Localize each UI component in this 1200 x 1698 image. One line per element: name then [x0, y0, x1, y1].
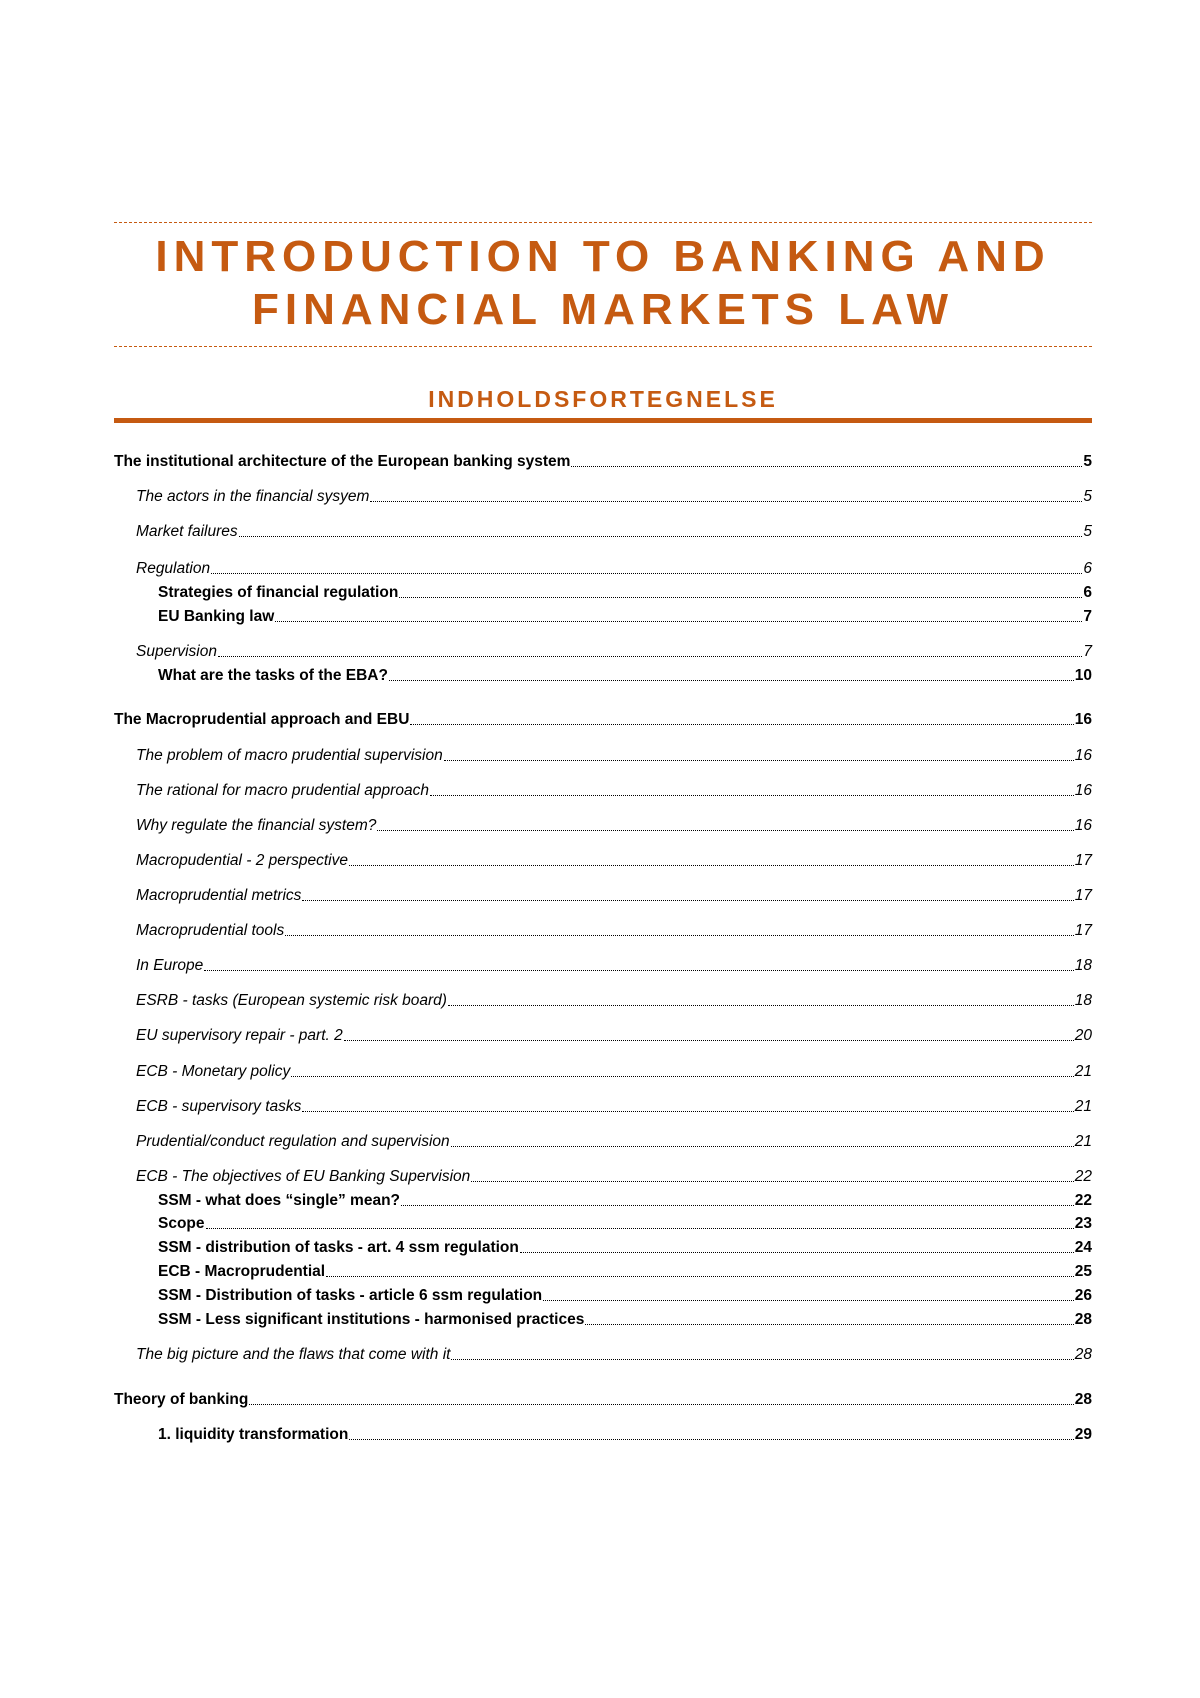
toc-entry-dot-leader: [285, 919, 1074, 936]
toc-entry-page-number: 17: [1074, 887, 1092, 904]
toc-entry-label: ECB - The objectives of EU Banking Supervision: [136, 1168, 471, 1185]
toc-entry[interactable]: [114, 1260, 1092, 1284]
toc-entry-label: The institutional architecture of the European banking system: [114, 453, 571, 470]
toc-entry-label: In Europe: [136, 957, 204, 974]
toc-entry-dot-leader: [585, 1308, 1073, 1325]
toc-entry-page-number: 22: [1074, 1168, 1092, 1185]
toc-entry[interactable]: [114, 814, 1092, 838]
toc-entry-dot-leader: [206, 1212, 1074, 1229]
toc-entry-label: Supervision: [136, 643, 217, 660]
toc-entry[interactable]: [114, 1212, 1092, 1236]
toc-entry-page-number: 17: [1074, 922, 1092, 939]
toc-entry-label: The problem of macro prudential supervision: [136, 747, 443, 764]
toc-entry-label: SSM - Distribution of tasks - article 6 ssm regulation: [158, 1287, 543, 1304]
toc-entry[interactable]: [114, 1423, 1092, 1447]
toc-entry-page-number: 29: [1074, 1426, 1092, 1443]
toc-entry-dot-leader: [349, 849, 1074, 866]
toc-entry[interactable]: [114, 989, 1092, 1013]
toc-heading-underline: [114, 418, 1092, 423]
toc-entry[interactable]: [114, 744, 1092, 768]
title-bottom-rule: [114, 346, 1092, 347]
toc-entry[interactable]: [114, 884, 1092, 908]
toc-entry-dot-leader: [326, 1260, 1074, 1277]
toc-entry-label: The Macroprudential approach and EBU: [114, 711, 410, 728]
toc-entry-page-number: 16: [1074, 711, 1092, 728]
toc-entry-page-number: 28: [1074, 1346, 1092, 1363]
toc-entry-label: Prudential/conduct regulation and supervision: [136, 1133, 450, 1150]
toc-entry-dot-leader: [444, 744, 1074, 761]
toc-entry-page-number: 22: [1074, 1192, 1092, 1209]
toc-entry-page-number: 21: [1074, 1063, 1092, 1080]
document-title-line-2: FINANCIAL MARKETS LAW: [251, 285, 955, 334]
toc-entry-page-number: 6: [1083, 560, 1092, 577]
toc-entry-dot-leader: [302, 1095, 1073, 1112]
toc-entry-dot-leader: [520, 1236, 1074, 1253]
toc-entry-page-number: 18: [1074, 992, 1092, 1009]
toc-entry[interactable]: [114, 954, 1092, 978]
toc-entry-dot-leader: [448, 989, 1074, 1006]
toc-entry-page-number: 24: [1074, 1239, 1092, 1256]
toc-entry-label: SSM - Less significant institutions - harmonised practices: [158, 1311, 585, 1328]
toc-entry-dot-leader: [344, 1024, 1074, 1041]
toc-entry-dot-leader: [275, 605, 1082, 622]
toc-entry-label: Macropudential - 2 perspective: [136, 852, 348, 869]
toc-entry[interactable]: [114, 1165, 1092, 1189]
document-title-block: [114, 222, 1092, 347]
toc-entry[interactable]: [114, 708, 1092, 732]
toc-entry[interactable]: [114, 485, 1092, 509]
toc-entry[interactable]: [114, 557, 1092, 581]
toc-entry-page-number: 7: [1083, 608, 1092, 625]
toc-entry-dot-leader: [291, 1060, 1074, 1077]
toc-entry-dot-leader: [218, 640, 1082, 657]
document-title-line-1: INTRODUCTION TO BANKING AND: [155, 232, 1051, 281]
toc-entry-label: Scope: [158, 1215, 205, 1232]
toc-entry-dot-leader: [377, 814, 1073, 831]
toc-entry-page-number: 5: [1083, 488, 1092, 505]
toc-entry-page-number: 5: [1083, 523, 1092, 540]
toc-entry[interactable]: [114, 1343, 1092, 1367]
toc-entry-page-number: 18: [1074, 957, 1092, 974]
toc-entry[interactable]: [114, 1189, 1092, 1213]
toc-entry-dot-leader: [451, 1130, 1074, 1147]
toc-entry-dot-leader: [451, 1343, 1073, 1360]
toc-entry[interactable]: [114, 1024, 1092, 1048]
toc-entry-dot-leader: [571, 450, 1082, 467]
toc-entry-page-number: 20: [1074, 1027, 1092, 1044]
toc-entry-page-number: 5: [1083, 453, 1092, 470]
toc-entry[interactable]: [114, 1284, 1092, 1308]
toc-entry-dot-leader: [471, 1165, 1073, 1182]
toc-entry-dot-leader: [430, 779, 1074, 796]
toc-entry-label: SSM - what does “single” mean?: [158, 1192, 401, 1209]
toc-entry-label: ECB - Macroprudential: [158, 1263, 326, 1280]
toc-heading: INDHOLDSFORTEGNELSE: [428, 386, 778, 412]
toc-entry-label: ECB - Monetary policy: [136, 1063, 291, 1080]
toc-entry-page-number: 16: [1074, 782, 1092, 799]
toc-entry-dot-leader: [211, 557, 1082, 574]
toc-entry[interactable]: [114, 664, 1092, 688]
toc-entry-dot-leader: [239, 520, 1083, 537]
toc-entry[interactable]: [114, 1060, 1092, 1084]
toc-entry-label: Regulation: [136, 560, 211, 577]
toc-entry[interactable]: [114, 1130, 1092, 1154]
toc-entry[interactable]: [114, 849, 1092, 873]
toc-entry[interactable]: [114, 1308, 1092, 1332]
toc-entry[interactable]: [114, 520, 1092, 544]
toc-entry[interactable]: [114, 1095, 1092, 1119]
toc-entry-label: Macroprudential metrics: [136, 887, 302, 904]
toc-entry[interactable]: [114, 919, 1092, 943]
toc-entry-dot-leader: [401, 1189, 1074, 1206]
toc-entry-label: Strategies of financial regulation: [158, 584, 399, 601]
toc-entry-dot-leader: [543, 1284, 1074, 1301]
toc-entry-dot-leader: [302, 884, 1073, 901]
toc-entry-label: ESRB - tasks (European systemic risk board): [136, 992, 447, 1009]
toc-entry-page-number: 16: [1074, 747, 1092, 764]
toc-entry-page-number: 6: [1083, 584, 1092, 601]
toc-entry-dot-leader: [399, 581, 1082, 598]
toc-entry-page-number: 23: [1074, 1215, 1092, 1232]
toc-entry[interactable]: [114, 605, 1092, 629]
toc-entry-page-number: 7: [1083, 643, 1092, 660]
toc-entry[interactable]: [114, 779, 1092, 803]
toc-entry-label: Market failures: [136, 523, 238, 540]
document-title: [114, 223, 1092, 346]
toc-entry-label: EU Banking law: [158, 608, 275, 625]
toc-entry-dot-leader: [249, 1388, 1073, 1405]
toc-entry-label: Theory of banking: [114, 1391, 249, 1408]
toc-entry[interactable]: [114, 1236, 1092, 1260]
toc-entry[interactable]: [114, 1388, 1092, 1412]
toc-entry-label: The rational for macro prudential approach: [136, 782, 429, 799]
toc-entry-dot-leader: [389, 664, 1074, 681]
toc-entry-label: SSM - distribution of tasks - art. 4 ssm regulation: [158, 1239, 519, 1256]
toc-entry-dot-leader: [204, 954, 1074, 971]
toc-entry-label: EU supervisory repair - part. 2: [136, 1027, 343, 1044]
toc-entry-label: ECB - supervisory tasks: [136, 1098, 302, 1115]
toc-entry-dot-leader: [370, 485, 1082, 502]
toc-entry-page-number: 28: [1074, 1391, 1092, 1408]
toc-entry-page-number: 28: [1074, 1311, 1092, 1328]
toc-entry-page-number: 21: [1074, 1133, 1092, 1150]
toc-heading-block: [114, 384, 1092, 423]
toc-entry-dot-leader: [349, 1423, 1073, 1440]
toc-entry-label: The big picture and the flaws that come with it: [136, 1346, 451, 1363]
toc-entry-page-number: 16: [1074, 817, 1092, 834]
toc-entry-label: Why regulate the financial system?: [136, 817, 377, 834]
toc-entry-page-number: 21: [1074, 1098, 1092, 1115]
toc-entry-label: The actors in the financial sysyem: [136, 488, 370, 505]
toc-entry[interactable]: [114, 581, 1092, 605]
toc-entry-label: 1. liquidity transformation: [158, 1426, 349, 1443]
toc-entry-page-number: 10: [1074, 667, 1092, 684]
toc-entry[interactable]: [114, 640, 1092, 664]
toc-entry-page-number: 25: [1074, 1263, 1092, 1280]
toc-entry-page-number: 17: [1074, 852, 1092, 869]
toc-entry[interactable]: [114, 450, 1092, 474]
toc-entry-label: Macroprudential tools: [136, 922, 285, 939]
toc-entry-dot-leader: [410, 708, 1073, 725]
toc-entry-page-number: 26: [1074, 1287, 1092, 1304]
toc-entry-label: What are the tasks of the EBA?: [158, 667, 388, 684]
